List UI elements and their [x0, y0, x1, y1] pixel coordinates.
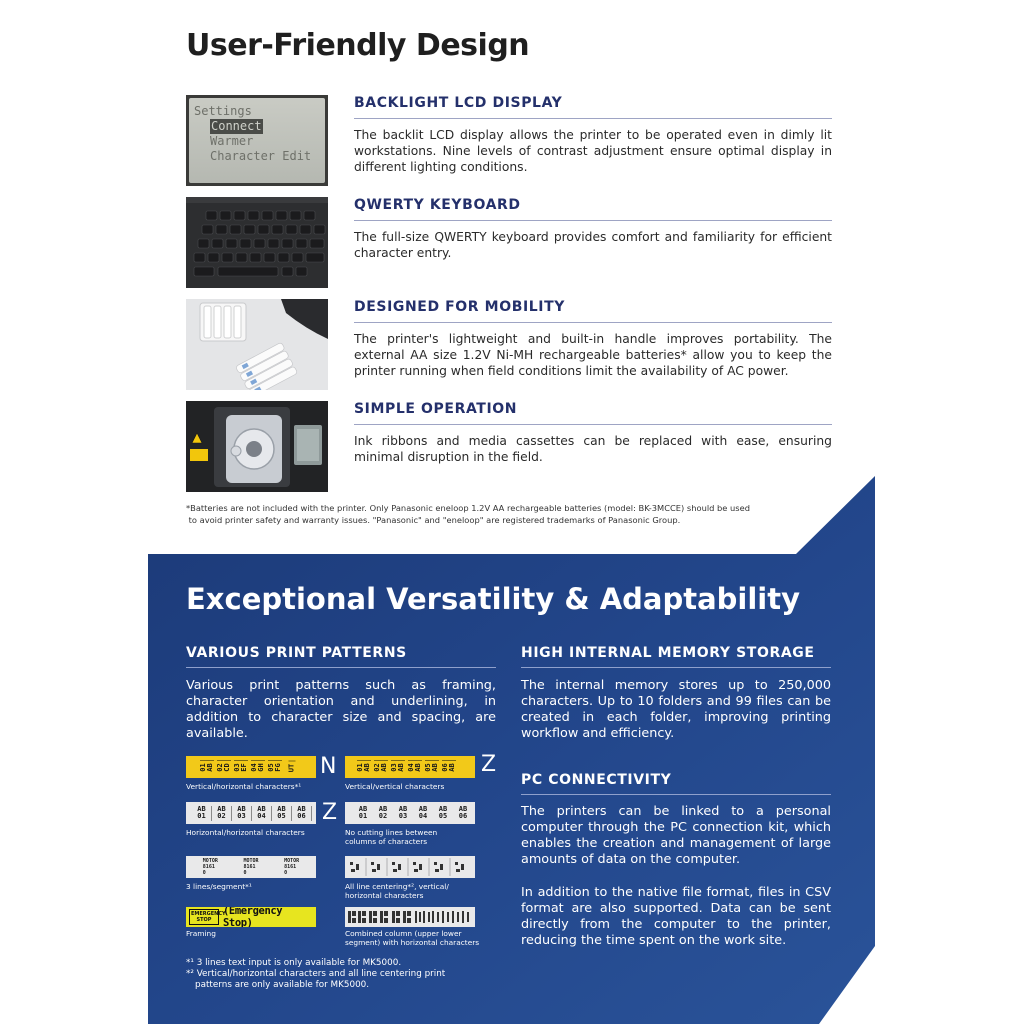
- keyboard-photo: [186, 197, 328, 288]
- label-cell: MOTOR 8161 0: [243, 858, 259, 876]
- combined-column-glyphs: [345, 907, 475, 927]
- sample-label-white: [186, 856, 316, 878]
- label-cell: 01 AB: [200, 760, 214, 774]
- battery-footnote-line1: *Batteries are not included with the printer. Only Panasonic eneloop 1.2V AA rechargeable batteries (model: BK-3MCCE) should be used: [186, 503, 750, 513]
- label-cell: AB 03: [232, 806, 252, 821]
- batteries-illustration: [186, 299, 328, 390]
- label-cell: AB 04: [418, 804, 428, 820]
- white-label-cells: [345, 802, 475, 824]
- framing-small-text: EMERGENCY STOP: [191, 911, 226, 923]
- feature-title: DESIGNED FOR MOBILITY: [354, 299, 832, 323]
- sample-caption-line2: horizontal characters: [345, 891, 424, 900]
- sample-caption-line2: segment) with horizontal characters: [345, 938, 480, 947]
- sample-caption: Horizontal/horizontal characters: [186, 828, 305, 837]
- label-cell: AB 05: [272, 806, 292, 821]
- footnote-line1: *¹ 3 lines text input is only available for MK5000.: [186, 958, 402, 968]
- sample-caption: Vertical/horizontal characters*¹: [186, 782, 302, 791]
- lcd-line-warmer: Warmer: [210, 134, 254, 148]
- feature-title: BACKLIGHT LCD DISPLAY: [354, 95, 832, 119]
- keyboard-illustration: [186, 197, 328, 288]
- memory-body: The internal memory stores up to 250,000 characters. Up to 10 folders and 99 files can be created in each folder, improving printing workflow and efficiency.: [521, 678, 831, 741]
- pc-connectivity-body-2: In addition to the native file format, files in CSV format are also supported. Data can be sent directly from the computer to the printer, reducing the time spent on the work site.: [521, 885, 831, 948]
- lcd-display-photo: [186, 95, 328, 186]
- sample-label-yellow: [186, 756, 316, 778]
- feature-body: The full-size QWERTY keyboard provides comfort and familiarity for efficient character entry.: [354, 230, 832, 260]
- sample-caption: Framing: [186, 929, 216, 938]
- label-cell: AB 01: [358, 804, 368, 820]
- feature-designed-for-mobility: [186, 299, 832, 391]
- white-label-cells: [186, 802, 316, 824]
- label-cell: MOTOR 8161 0: [284, 858, 300, 876]
- feature-backlight-lcd: [186, 95, 832, 187]
- sample-caption: [345, 828, 495, 846]
- centering-glyphs: [345, 856, 475, 878]
- sample-caption-line1: All line centering*², vertical/: [345, 882, 449, 891]
- sample-label-yellow: [345, 756, 475, 778]
- label-cell: AB 02: [212, 806, 232, 821]
- pc-connectivity-body-1: The printers can be linked to a personal computer through the PC connection kit, which enables the creation and management of large amounts of data on the computer.: [521, 804, 831, 867]
- label-cell: 05 AB: [425, 760, 439, 774]
- label-cell: 05 FG: [268, 760, 282, 774]
- footnote-line2: *² Vertical/horizontal characters and all line centering print: [186, 969, 446, 979]
- sample-caption: 3 lines/segment*¹: [186, 882, 252, 891]
- yellow-label-cells: [345, 756, 475, 778]
- label-cell: AB 06: [292, 806, 312, 821]
- orientation-mark-n: N: [320, 754, 337, 779]
- label-cell: 03 EF: [234, 760, 248, 774]
- footnote-line3: patterns are only available for MK5000.: [195, 980, 370, 990]
- pc-connectivity-title: PC CONNECTIVITY: [521, 772, 831, 795]
- label-cell: 02 CD: [217, 760, 231, 774]
- feature-body: Ink ribbons and media cassettes can be replaced with ease, ensuring minimal disruption in the field.: [354, 434, 832, 464]
- sample-caption-line1: Combined column (upper lower: [345, 929, 462, 938]
- label-cell: 04 AB: [408, 760, 422, 774]
- label-cell: AB 04: [252, 806, 272, 821]
- label-cell: 02 AB: [374, 760, 388, 774]
- lcd-line-settings: Settings: [194, 104, 252, 118]
- sample-label-white: [345, 802, 475, 824]
- label-cell: MOTOR 8161 0: [202, 858, 218, 876]
- sample-caption: [345, 929, 495, 947]
- label-cell: AB 06: [458, 804, 468, 820]
- sample-label-white: [345, 856, 475, 878]
- sample-caption-line2: columns of characters: [345, 837, 428, 846]
- lcd-line-character-edit: Character Edit: [210, 149, 312, 163]
- sample-label-white: [186, 802, 316, 824]
- feature-body: The printer's lightweight and built-in handle improves portability. The external AA size 1.2V Ni-MH rechargeable batteries* allow you to keep the printer running when field conditions limit the availability of AC power.: [354, 332, 832, 378]
- feature-body: The backlit LCD display allows the printer to be operated even in dimly lit workstations. Nine levels of contrast adjustment ensure optimal display in different lighting conditions.: [354, 128, 832, 174]
- feature-title: SIMPLE OPERATION: [354, 401, 832, 425]
- sample-caption: Vertical/vertical characters: [345, 782, 445, 791]
- yellow-label-cells: [186, 756, 316, 778]
- battery-footnote-line2: to avoid printer safety and warranty issues. "Panasonic" and "eneloop" are registered trademarks of Panasonic Group.: [186, 515, 681, 525]
- sample-caption-line1: No cutting lines between: [345, 828, 438, 837]
- orientation-mark-z: Z: [322, 800, 338, 825]
- label-cell: AB 03: [398, 804, 408, 820]
- print-patterns-title: VARIOUS PRINT PATTERNS: [186, 645, 496, 668]
- white-label-cells: [186, 856, 316, 878]
- lcd-line-connect: Connect: [211, 119, 262, 133]
- orientation-mark-z: Z: [481, 752, 497, 777]
- label-cell: AB 01: [192, 806, 212, 821]
- label-cell: AB 05: [438, 804, 448, 820]
- sample-label-white: [345, 907, 475, 927]
- framing-big-text: (Emergency Stop): [223, 907, 283, 927]
- framing-label-content: [186, 907, 316, 927]
- page-title: User-Friendly Design: [186, 28, 530, 63]
- batteries-photo: [186, 299, 328, 390]
- label-cell: 03 AB: [391, 760, 405, 774]
- label-cell: 01 AB: [357, 760, 371, 774]
- section-title-versatility: Exceptional Versatility & Adaptability: [186, 582, 801, 616]
- sample-caption: [345, 882, 495, 900]
- label-cell: 06 AB: [442, 760, 456, 774]
- print-patterns-footnote: [186, 958, 486, 991]
- memory-title: HIGH INTERNAL MEMORY STORAGE: [521, 645, 831, 668]
- feature-qwerty-keyboard: [186, 197, 832, 289]
- label-cell: 04 GH: [251, 760, 265, 774]
- sample-label-framing: [186, 907, 316, 927]
- print-patterns-body: Various print patterns such as framing, character orientation and underlining, in addition to character size and spacing, are available.: [186, 678, 496, 741]
- feature-title: QWERTY KEYBOARD: [354, 197, 832, 221]
- label-cell: AB 02: [378, 804, 388, 820]
- label-cell: UT: [289, 760, 296, 774]
